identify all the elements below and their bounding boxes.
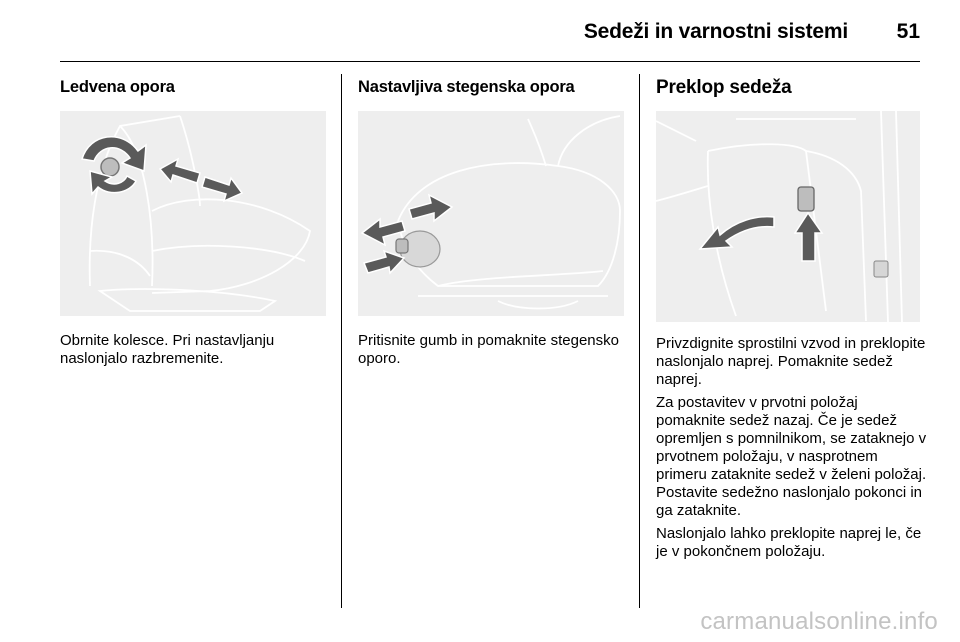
paragraph: Naslonjalo lahko preklopite naprej le, če je v pokončnem položaju.: [656, 525, 922, 560]
thigh-support-button-icon: [396, 239, 408, 253]
page-number: 51: [896, 20, 920, 43]
seat-fold-illustration: [656, 111, 920, 322]
lumbar-knob-icon: [101, 158, 119, 176]
section-body: [60, 332, 335, 373]
paragraph: Privzdignite sprostilni vzvod in preklopite naslonjalo naprej. Pomaknite sedež naprej.: [656, 335, 926, 388]
paragraph: Pritisnite gumb in pomaknite stegensko oporo.: [358, 332, 619, 367]
thigh-support-drawing: [358, 111, 624, 316]
paragraph: Obrnite kolesce. Pri nastavljanju naslonjalo razbremenite.: [60, 332, 275, 367]
section-body: [358, 332, 628, 373]
lumbar-support-illustration: [60, 111, 326, 316]
lumbar-support-drawing: [60, 111, 326, 316]
header-title: Sedeži in varnostni sistemi: [583, 20, 848, 43]
paragraph: Za postavitev v prvotni položaj pomaknite sedež nazaj. Če je sedež opremljen s pomnilnikom, se zataknejo v prvotnem položaju, v nasprotnem primeru zataknite sedež v želeni položaj. Postavite sedežno naslonjalo pokonci in ga zataknite.: [656, 394, 927, 519]
section-heading: Ledvena opora: [60, 78, 175, 96]
fold-forward-arrow-icon: [700, 217, 774, 249]
section-heading: Preklop sedeža: [656, 77, 792, 98]
column-divider-1: [341, 74, 342, 608]
press-arrow-icon: [364, 251, 404, 273]
column-divider-2: [639, 74, 640, 608]
watermark: carmanualsonline.info: [700, 608, 938, 635]
section-body: [656, 335, 928, 566]
thigh-support-illustration: [358, 111, 624, 316]
section-heading: Nastavljiva stegenska opora: [358, 78, 575, 96]
release-lever-icon: [798, 187, 814, 211]
push-arrows-icon: [160, 159, 242, 201]
seat-fold-drawing: [656, 111, 920, 322]
header-rule: [60, 61, 920, 62]
